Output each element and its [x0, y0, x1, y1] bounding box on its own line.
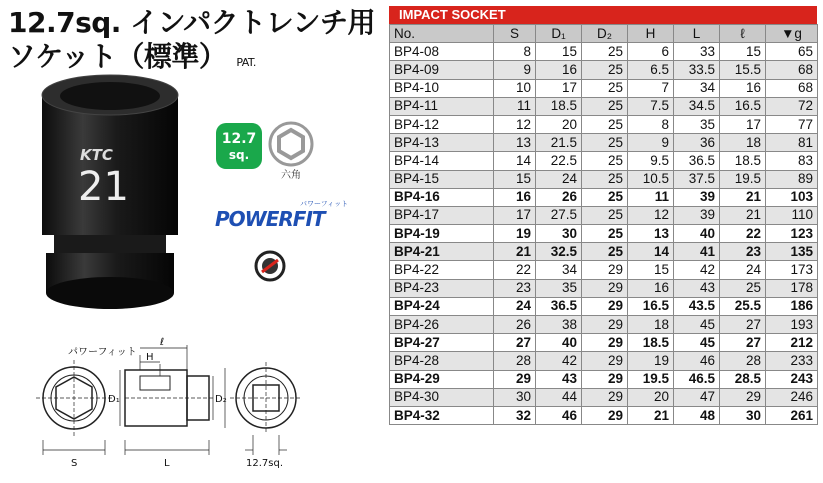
table-cell: 65 [766, 43, 818, 61]
part-number-cell: BP4-27 [390, 334, 494, 352]
drive-badge [216, 123, 262, 169]
hex-icon [270, 123, 312, 165]
table-cell: 7.5 [628, 97, 674, 115]
table-cell: 29 [582, 370, 628, 388]
table-cell: 45 [674, 334, 720, 352]
table-row [390, 134, 818, 152]
title-line2-text: ソケット（標準） [8, 40, 227, 73]
table-cell: 25 [582, 152, 628, 170]
spec-table [389, 24, 818, 425]
table-cell: 18.5 [628, 334, 674, 352]
table-cell: 23 [494, 279, 536, 297]
table-cell: 19 [494, 225, 536, 243]
drive-badge-top: 12.7 [221, 131, 257, 147]
table-row [390, 352, 818, 370]
table-cell: 25 [582, 206, 628, 224]
hex-label: 六角 [281, 170, 301, 181]
table-cell: 25 [582, 170, 628, 188]
table-cell: 83 [766, 152, 818, 170]
table-row [390, 206, 818, 224]
table-cell: 21 [628, 406, 674, 424]
table-cell: 243 [766, 370, 818, 388]
table-cell: 24 [720, 261, 766, 279]
table-cell: 26 [536, 188, 582, 206]
table-cell: 25 [582, 43, 628, 61]
table-cell: 43.5 [674, 297, 720, 315]
table-cell: 14 [494, 152, 536, 170]
table-header-bar: IMPACT SOCKET [389, 6, 817, 24]
table-cell: 18.5 [536, 97, 582, 115]
table-cell: 25 [582, 188, 628, 206]
table-cell: 173 [766, 261, 818, 279]
table-cell: 18 [720, 134, 766, 152]
diagram-label-powerfit: パワーフィット [68, 347, 137, 358]
table-cell: 25 [582, 97, 628, 115]
table-cell: 30 [720, 406, 766, 424]
table-cell: 38 [536, 316, 582, 334]
table-cell: 33 [674, 43, 720, 61]
dimension-diagram [36, 345, 302, 455]
table-row [390, 188, 818, 206]
table-cell: 21 [720, 206, 766, 224]
table-cell: 15.5 [720, 61, 766, 79]
table-cell: 233 [766, 352, 818, 370]
table-row [390, 152, 818, 170]
table-cell: 45 [674, 316, 720, 334]
table-cell: 25 [582, 61, 628, 79]
table-cell: 43 [674, 279, 720, 297]
table-cell: 32 [494, 406, 536, 424]
powerfit-logo [215, 200, 348, 231]
table-cell: 18.5 [720, 152, 766, 170]
diagram-label-s: S [71, 458, 78, 469]
table-cell: 21 [720, 188, 766, 206]
part-number-cell: BP4-10 [390, 79, 494, 97]
powerfit-text: POWERFIT [215, 207, 325, 231]
table-cell: 42 [674, 261, 720, 279]
table-cell: 35 [674, 115, 720, 133]
part-number-cell: BP4-17 [390, 206, 494, 224]
table-cell: 46.5 [674, 370, 720, 388]
table-cell: 30 [494, 388, 536, 406]
table-cell: 39 [674, 206, 720, 224]
table-cell: 15 [536, 43, 582, 61]
table-cell: 27.5 [536, 206, 582, 224]
table-cell: 24 [536, 170, 582, 188]
table-cell: 10.5 [628, 170, 674, 188]
diagram-label-sq: 12.7sq. [246, 458, 284, 469]
table-cell: 43 [536, 370, 582, 388]
socket-rotate-icon [256, 252, 284, 280]
table-cell: 68 [766, 61, 818, 79]
table-cell: 6.5 [628, 61, 674, 79]
table-cell: 135 [766, 243, 818, 261]
table-cell: 34.5 [674, 97, 720, 115]
column-header: D₂ [582, 25, 628, 43]
table-cell: 178 [766, 279, 818, 297]
table-cell: 32.5 [536, 243, 582, 261]
table-cell: 29 [582, 316, 628, 334]
table-cell: 17 [536, 79, 582, 97]
table-cell: 16.5 [628, 297, 674, 315]
part-number-cell: BP4-22 [390, 261, 494, 279]
table-row [390, 97, 818, 115]
table-cell: 29 [720, 388, 766, 406]
table-cell: 9.5 [628, 152, 674, 170]
table-cell: 46 [536, 406, 582, 424]
table-row [390, 61, 818, 79]
table-row [390, 406, 818, 424]
table-cell: 89 [766, 170, 818, 188]
table-row [390, 334, 818, 352]
table-cell: 28 [494, 352, 536, 370]
table-cell: 48 [674, 406, 720, 424]
column-header: ▼g [766, 25, 818, 43]
table-row [390, 243, 818, 261]
table-cell: 22 [494, 261, 536, 279]
table-cell: 20 [536, 115, 582, 133]
table-cell: 11 [494, 97, 536, 115]
table-cell: 8 [494, 43, 536, 61]
pat-label: PAT. [236, 56, 256, 69]
table-cell: 20 [628, 388, 674, 406]
table-cell: 72 [766, 97, 818, 115]
part-number-cell: BP4-21 [390, 243, 494, 261]
column-header: H [628, 25, 674, 43]
table-row [390, 297, 818, 315]
table-cell: 29 [582, 261, 628, 279]
table-cell: 25.5 [720, 297, 766, 315]
table-cell: 25 [582, 134, 628, 152]
table-cell: 19.5 [720, 170, 766, 188]
table-cell: 16 [628, 279, 674, 297]
table-cell: 36 [674, 134, 720, 152]
table-cell: 39 [674, 188, 720, 206]
table-cell: 17 [720, 115, 766, 133]
column-header: S [494, 25, 536, 43]
table-cell: 46 [674, 352, 720, 370]
table-row [390, 225, 818, 243]
table-cell: 21 [494, 243, 536, 261]
table-cell: 11 [628, 188, 674, 206]
table-cell: 29 [582, 297, 628, 315]
table-cell: 29 [582, 388, 628, 406]
table-cell: 13 [494, 134, 536, 152]
table-cell: 212 [766, 334, 818, 352]
part-number-cell: BP4-24 [390, 297, 494, 315]
table-cell: 16 [720, 79, 766, 97]
table-row [390, 370, 818, 388]
table-cell: 7 [628, 79, 674, 97]
table-row [390, 79, 818, 97]
table-cell: 123 [766, 225, 818, 243]
table-cell: 28.5 [720, 370, 766, 388]
column-header: D₁ [536, 25, 582, 43]
table-cell: 24 [494, 297, 536, 315]
table-cell: 36.5 [536, 297, 582, 315]
table-cell: 6 [628, 43, 674, 61]
table-cell: 27 [720, 316, 766, 334]
table-cell: 19.5 [628, 370, 674, 388]
table-cell: 15 [720, 43, 766, 61]
diagram-label-h: H [146, 352, 154, 363]
table-row [390, 170, 818, 188]
size-mark: 21 [78, 164, 129, 210]
table-cell: 15 [494, 170, 536, 188]
table-cell: 27 [720, 334, 766, 352]
table-row [390, 388, 818, 406]
part-number-cell: BP4-14 [390, 152, 494, 170]
table-cell: 34 [536, 261, 582, 279]
product-illustration [0, 0, 385, 483]
table-cell: 12 [494, 115, 536, 133]
table-row [390, 279, 818, 297]
diagram-label-l: L [164, 458, 170, 469]
table-cell: 22.5 [536, 152, 582, 170]
table-cell: 15 [628, 261, 674, 279]
table-cell: 14 [628, 243, 674, 261]
table-cell: 29 [582, 279, 628, 297]
title-line1: 12.7sq. インパクトレンチ用 [8, 6, 376, 39]
table-cell: 27 [494, 334, 536, 352]
table-cell: 8 [628, 115, 674, 133]
table-cell: 13 [628, 225, 674, 243]
table-cell: 47 [674, 388, 720, 406]
table-cell: 33.5 [674, 61, 720, 79]
powerfit-kana: パワーフィット [300, 200, 349, 208]
table-cell: 44 [536, 388, 582, 406]
table-cell: 29 [582, 406, 628, 424]
table-cell: 25 [582, 79, 628, 97]
table-cell: 110 [766, 206, 818, 224]
table-cell: 9 [494, 61, 536, 79]
drive-badge-bottom: sq. [228, 148, 250, 162]
table-cell: 16 [494, 188, 536, 206]
part-number-cell: BP4-16 [390, 188, 494, 206]
table-body [390, 43, 818, 425]
table-cell: 16.5 [720, 97, 766, 115]
part-number-cell: BP4-09 [390, 61, 494, 79]
table-cell: 25 [582, 115, 628, 133]
table-cell: 29 [494, 370, 536, 388]
table-cell: 19 [628, 352, 674, 370]
table-cell: 16 [536, 61, 582, 79]
table-cell: 23 [720, 243, 766, 261]
table-cell: 18 [628, 316, 674, 334]
table-cell: 261 [766, 406, 818, 424]
diagram-label-l-small: ℓ [160, 337, 165, 348]
diagram-label-d1: D₁ [108, 394, 120, 405]
table-cell: 25 [582, 243, 628, 261]
part-number-cell: BP4-15 [390, 170, 494, 188]
part-number-cell: BP4-28 [390, 352, 494, 370]
table-row [390, 43, 818, 61]
column-header: No. [390, 25, 494, 43]
part-number-cell: BP4-29 [390, 370, 494, 388]
table-cell: 21.5 [536, 134, 582, 152]
table-cell: 36.5 [674, 152, 720, 170]
table-cell: 37.5 [674, 170, 720, 188]
table-cell: 186 [766, 297, 818, 315]
part-number-cell: BP4-13 [390, 134, 494, 152]
part-number-cell: BP4-30 [390, 388, 494, 406]
part-number-cell: BP4-11 [390, 97, 494, 115]
diagram-label-d2: D₂ [215, 394, 227, 405]
table-cell: 81 [766, 134, 818, 152]
table-cell: 25 [582, 225, 628, 243]
table-cell: 35 [536, 279, 582, 297]
table-cell: 246 [766, 388, 818, 406]
table-cell: 26 [494, 316, 536, 334]
table-row [390, 316, 818, 334]
table-row [390, 261, 818, 279]
table-cell: 22 [720, 225, 766, 243]
table-header-row [390, 25, 818, 43]
table-cell: 68 [766, 79, 818, 97]
table-cell: 41 [674, 243, 720, 261]
table-cell: 29 [582, 334, 628, 352]
column-header: ℓ [720, 25, 766, 43]
column-header: L [674, 25, 720, 43]
table-cell: 9 [628, 134, 674, 152]
table-cell: 25 [720, 279, 766, 297]
part-number-cell: BP4-19 [390, 225, 494, 243]
table-row [390, 115, 818, 133]
part-number-cell: BP4-12 [390, 115, 494, 133]
table-cell: 103 [766, 188, 818, 206]
table-cell: 30 [536, 225, 582, 243]
table-cell: 193 [766, 316, 818, 334]
part-number-cell: BP4-26 [390, 316, 494, 334]
brand-mark: KTC [80, 146, 113, 164]
impact-socket-table [389, 6, 817, 425]
table-cell: 40 [536, 334, 582, 352]
table-cell: 40 [674, 225, 720, 243]
table-cell: 77 [766, 115, 818, 133]
table-cell: 10 [494, 79, 536, 97]
part-number-cell: BP4-32 [390, 406, 494, 424]
table-cell: 17 [494, 206, 536, 224]
table-cell: 28 [720, 352, 766, 370]
part-number-cell: BP4-08 [390, 43, 494, 61]
table-cell: 34 [674, 79, 720, 97]
table-cell: 29 [582, 352, 628, 370]
table-cell: 42 [536, 352, 582, 370]
part-number-cell: BP4-23 [390, 279, 494, 297]
table-cell: 12 [628, 206, 674, 224]
